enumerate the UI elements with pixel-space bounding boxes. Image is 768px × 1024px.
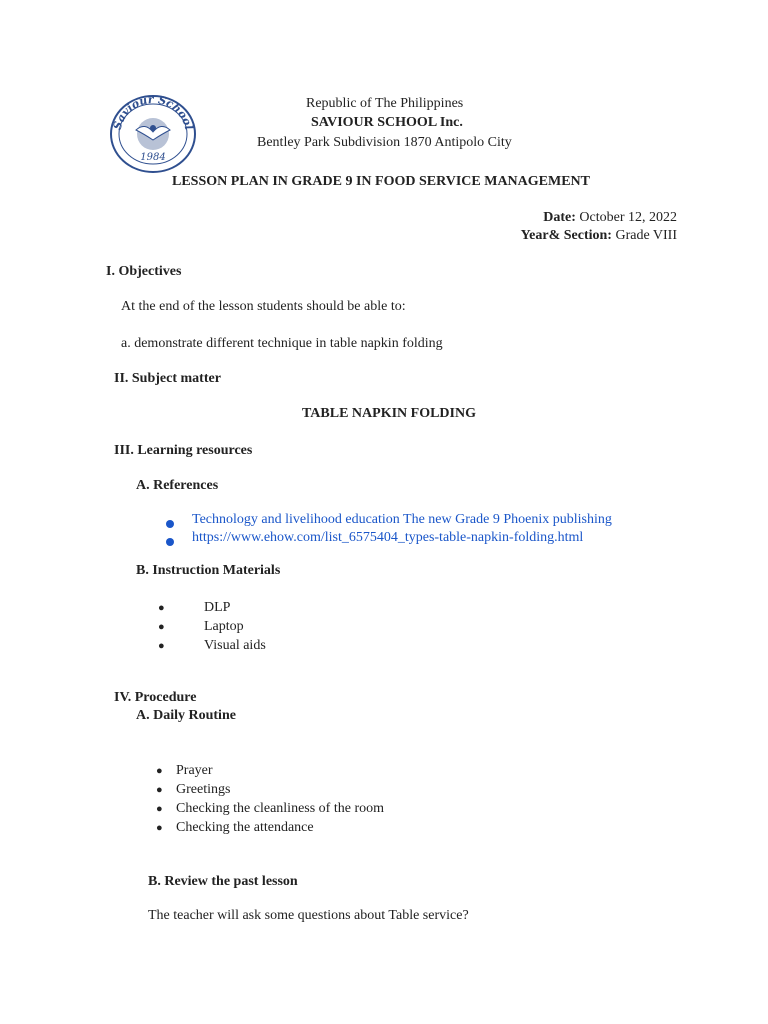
- material-item: Visual aids: [204, 638, 266, 653]
- learning-resources-heading: III. Learning resources: [114, 443, 253, 458]
- subject-matter-heading: II. Subject matter: [114, 371, 221, 386]
- logo-lettering: Saviour School: [110, 94, 196, 132]
- section-label: Year& Section:: [520, 228, 612, 243]
- bullet-icon: ●: [156, 784, 163, 796]
- section-line: [521, 227, 677, 244]
- objective-item-a: a. demonstrate different technique in table napkin folding: [121, 336, 443, 351]
- references-heading: A. References: [136, 478, 219, 493]
- logo-year: 1984: [140, 152, 166, 163]
- bullet-icon: ●: [156, 765, 163, 777]
- header-address: Bentley Park Subdivision 1870 Antipolo City: [257, 135, 512, 150]
- bullet-icon: ●: [156, 822, 163, 834]
- procedure-heading: IV. Procedure: [114, 690, 197, 705]
- subject-matter-topic: TABLE NAPKIN FOLDING: [302, 406, 476, 421]
- objectives-heading: I. Objectives: [106, 264, 182, 279]
- review-text: The teacher will ask some questions about Table service?: [148, 908, 469, 923]
- bullet-icon: ●: [156, 803, 163, 815]
- header-republic: Republic of The Philippines: [306, 96, 464, 111]
- daily-routine-heading: A. Daily Routine: [136, 708, 236, 723]
- reference-bullet-icon: [166, 515, 174, 533]
- routine-item: Checking the cleanliness of the room: [176, 801, 384, 816]
- routine-item: Prayer: [176, 763, 213, 778]
- header-school-name: SAVIOUR SCHOOL Inc.: [311, 115, 463, 130]
- instruction-materials-heading: B. Instruction Materials: [136, 563, 281, 578]
- reference-bullet-icon: [166, 533, 174, 551]
- bullet-icon: ●: [158, 621, 165, 633]
- routine-item: Checking the attendance: [176, 820, 314, 835]
- routine-item: Greetings: [176, 782, 231, 797]
- reference-link[interactable]: Technology and livelihood education The new Grade 9 Phoenix publishing: [192, 512, 612, 527]
- section-value: Grade VIII: [615, 228, 677, 243]
- material-item: Laptop: [204, 619, 244, 634]
- document-title: LESSON PLAN IN GRADE 9 IN FOOD SERVICE MANAGEMENT: [172, 174, 590, 189]
- bullet-icon: ●: [158, 640, 165, 652]
- date-label: Date:: [543, 210, 576, 225]
- review-heading: B. Review the past lesson: [148, 874, 298, 889]
- material-item: DLP: [204, 600, 231, 615]
- school-logo: [108, 94, 198, 174]
- bullet-icon: ●: [158, 602, 165, 614]
- date-line: [543, 209, 677, 226]
- date-value: October 12, 2022: [579, 210, 677, 225]
- reference-link[interactable]: https://www.ehow.com/list_6575404_types-table-napkin-folding.html: [192, 530, 584, 545]
- objectives-intro: At the end of the lesson students should be able to:: [121, 299, 406, 314]
